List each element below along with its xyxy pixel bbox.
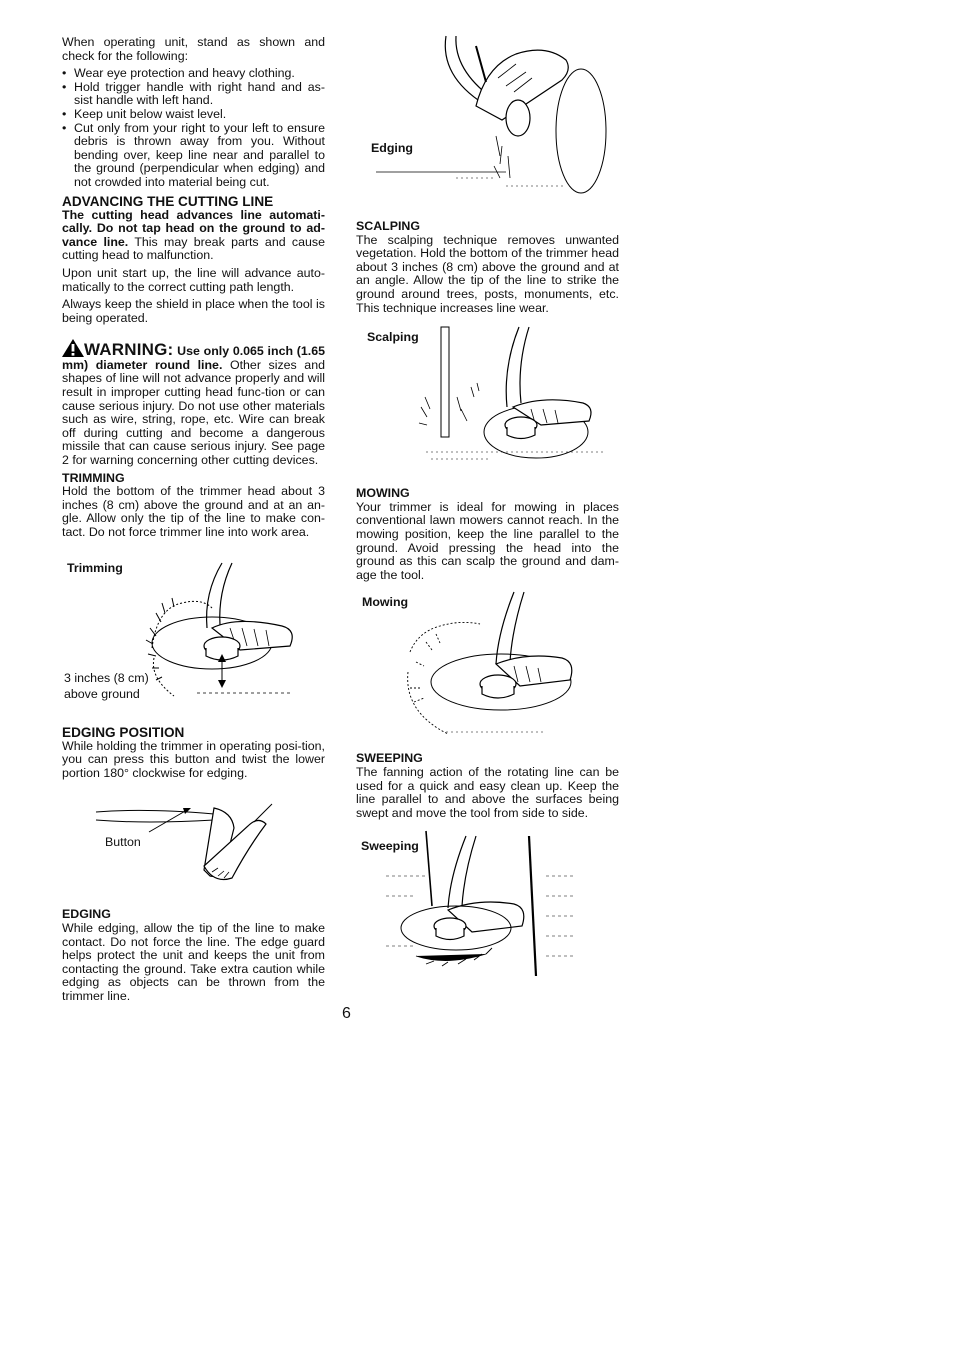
page-number: 6 <box>342 1005 351 1022</box>
scalping-text: The scalping technique removes unwanted vegetation. Hold the bottom of the trimmer head about 3 inches (8 cm) above the ground and at an angle. Allow the tip of the line to strike the ground around trees, posts, monuments, etc. This technique increases line wear. <box>356 232 619 315</box>
trimming-figure <box>62 558 325 723</box>
edging-heading: EDGING <box>62 907 111 922</box>
advancing-paragraph-2: Upon unit start up, the line will advance auto-matically to the correct cutting path length. <box>62 265 325 294</box>
warning-paragraph <box>62 339 325 467</box>
scalping-heading: SCALPING <box>356 219 421 233</box>
mowing-heading: MOWING <box>356 486 410 501</box>
sweeping-text: The fanning action of the rotating line can be used for a quick and easy clean up. Keep the line parallel to and above the surfaces being swept and move the tool from side to side. <box>356 764 619 820</box>
edging-figure <box>356 36 619 211</box>
mowing-figure <box>356 592 619 752</box>
trimming-text: Hold the bottom of the trimmer head about 3 inches (8 cm) above the ground and at an an-gle. Allow only the tip of the line to make con-tact. Do not force trimmer line into work area. <box>62 484 325 539</box>
warning-text: Other sizes and shapes of line will not advance properly and will result in improper cutting head func-tion or can cause serious injury. Do not use other materials such as wire, string, rope, etc. Wire can break off during cutting and become a dangerous missile that can cause serious injury. See page 2 for warning concerning other cutting devices. <box>62 357 325 468</box>
mowing-text: Your trimmer is ideal for mowing in places conventional lawn mowers cannot reach. In the mowing position, keep the line parallel to the ground. Avoid pressing the head into the ground as this can scalp the ground and dam-age the tool. <box>356 499 619 582</box>
mowing-fig-caption: Mowing <box>362 595 409 610</box>
advancing-paragraph-3: Always keep the shield in place when the tool is being operated. <box>62 297 325 325</box>
mowing-illustration <box>406 592 606 742</box>
trimming-height-note <box>64 670 149 702</box>
safety-list <box>62 67 325 189</box>
advancing-text: This may break parts and cause cutting head to malfunction. <box>62 234 325 263</box>
scalping-illustration <box>421 327 621 477</box>
edging-fig-caption: Edging <box>371 141 413 155</box>
trimming-fig-caption: Trimming <box>67 560 123 575</box>
warning-triangle-icon <box>62 339 84 357</box>
list-item: • Cut only from your right to your left to ensure debris is thrown away from you. Without bending over, keep line near and parallel to the ground (perpendicular when edging) and not crowded into material being cut. <box>62 122 325 190</box>
button-label: Button <box>105 835 141 850</box>
advancing-paragraph <box>62 209 325 263</box>
edging-position-heading: EDGING POSITION <box>62 724 185 740</box>
warning-label: WARNING: <box>84 340 174 360</box>
intro-text: When operating unit, stand as shown and check for the following: <box>62 35 325 63</box>
button-figure <box>62 796 325 908</box>
list-item: • Wear eye protection and heavy clothing. <box>62 67 325 81</box>
advancing-bold: The cutting head advances line automati-cally. Do not tap head on the ground to ad-vance line. <box>62 207 325 249</box>
edging-text: While edging, allow the tip of the line to make contact. Do not force the line. The edge guard helps protect the unit and keeps the unit from contacting the ground. Take extra caution while edging as objects can be thrown from the trimmer line. <box>62 920 325 1003</box>
trimming-note-line-2: above ground <box>64 686 140 701</box>
scalping-figure <box>356 327 619 487</box>
sweeping-heading: SWEEPING <box>356 751 423 766</box>
warning-bold: Use only 0.065 inch (1.65 mm) diameter round line. <box>62 344 325 372</box>
scalping-fig-caption: Scalping <box>367 330 419 345</box>
sweeping-illustration <box>386 836 586 991</box>
trimming-illustration <box>142 558 342 713</box>
edging-illustration <box>436 36 636 206</box>
trimming-heading: TRIMMING <box>62 470 125 485</box>
list-item: • Keep unit below waist level. <box>62 108 325 122</box>
left-column <box>62 36 325 1008</box>
sweeping-fig-caption: Sweeping <box>361 839 419 854</box>
right-column <box>356 36 619 996</box>
sweeping-figure <box>356 836 619 996</box>
edging-position-text: While holding the trimmer in operating posi-tion, you can press this button and twist the lower portion 180° clockwise for edging. <box>62 738 325 780</box>
trimming-note-line-1: 3 inches (8 cm) <box>64 670 149 685</box>
advancing-heading: ADVANCING THE CUTTING LINE <box>62 193 274 209</box>
list-item: • Hold trigger handle with right hand and as-sist handle with left hand. <box>62 81 325 108</box>
